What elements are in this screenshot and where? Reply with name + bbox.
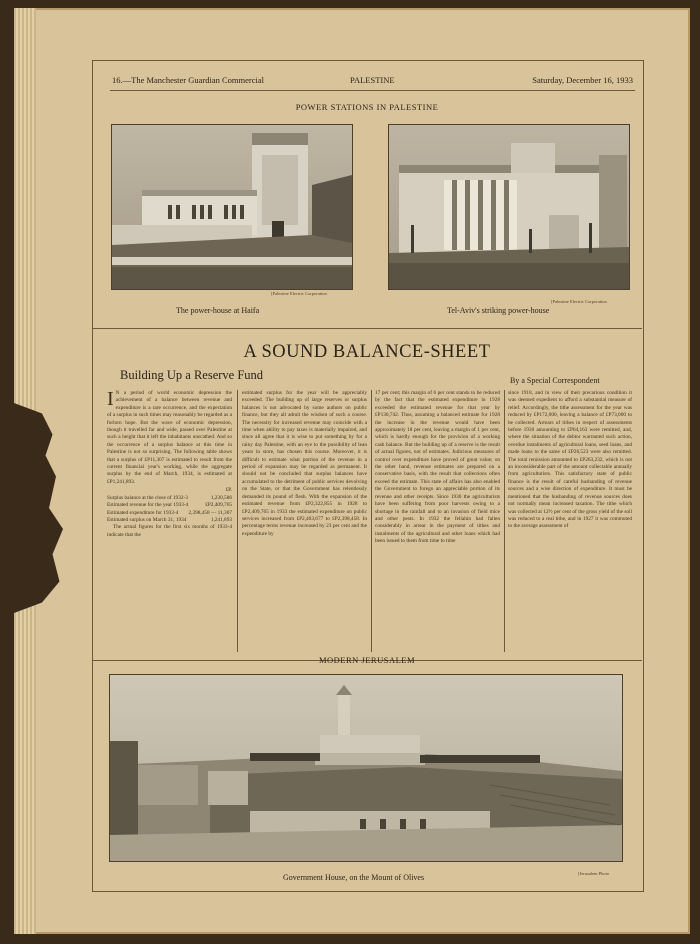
table-value: £P2,409,765 (205, 502, 232, 509)
table-row (107, 502, 232, 509)
table-row (107, 510, 232, 517)
photo-credit-jerusalem: [Jerusalem Photo (578, 871, 610, 876)
section-title-jerusalem: MODERN JERUSALEM (318, 655, 416, 665)
photo-credit-haifa: [Palestine Electric Corporation (271, 291, 327, 296)
column-rule (237, 390, 238, 652)
header-date: Saturday, December 16, 1933 (532, 75, 633, 85)
section-title-power-stations: POWER STATIONS IN PALESTINE (295, 102, 439, 112)
torn-edge (14, 403, 84, 613)
column-4-text: since 1918, and in view of their precarious condition it was deemed expedient to afford a substantial measure of relief. Accordingly, the tithe assessment for the year was reduced by £P172,000, leaving a balance of £P73,000 to be collected. Arrears of tithes in respect of assessments before 1930 amounting to £P64,163 were remitted, and, where the situation of the debtor warranted such action, overdue instalments of agricultural loans, seed loans, and made loans to the same of £P26,523 were also remitted. The total remission amounted to £P263,232, which is not an inconsiderable part of the amount collectable annually from agriculturists. This satisfactory state of public finance is the result of careful husbanding of revenue sources and a wise direction of expenditure. It must be mentioned that the husbanding of revenue sources does not normally mean increased taxation. The tithe which was collected at 12½ per cent of the gross yield of the soil was reduced to a real tithe, and in 1927 it was commuted to the average assessment of (508, 390, 632, 530)
table-value: 1,230,586 (210, 494, 232, 501)
table-value: 2,398,458 — 11,307 (188, 509, 232, 516)
table-label: Estimated surplus on March 31, 1934 (107, 516, 187, 523)
article-column-3 (375, 390, 500, 652)
column-rule (371, 390, 372, 652)
header-section: PALESTINE (350, 75, 395, 85)
article-column-4 (508, 390, 632, 652)
caption-tel-aviv: Tel-Aviv's striking power-house (447, 306, 550, 315)
header-publication: 16.—The Manchester Guardian Commercial (112, 75, 265, 85)
caption-haifa: The power-house at Haifa (176, 306, 260, 315)
column-1-text: N a period of world economic depression the achievement of a balance between revenue and expenditure is a rare occurrence, and the expectation of a surplus in such times may reasonably be regarded as a forlorn hope. But the wave of economic depression, though it travelled far and wide, passed over Palestine at such a height that it left the inhabitants unscathed. And so the occurrence of a surplus balance at this time in Palestine is not so surprising. The following table shows that a surplus of £P11,307 is estimated to result from the current financial year's working, while the aggregate surplus by the end of March, 1934, is estimated at £P1,241,893. (107, 390, 232, 485)
table-label: Surplus balance at the close of 1932-3 (107, 494, 188, 501)
column-2-text: estimated surplus for the year will be appreciably exceeded. The building up of large reserves or surplus balances is not advocated by some authors on public finance, but they all admit the wisdom of such a course. The necessity for increased revenue may coincide with a time when ability to pay taxes is materially impaired, and since all agree that it is wise to put something by for a rainy day Palestine, with an eye to the possibility of lean years in store, has chosen this course. Moreover, it is difficult to estimate what portion of the revenue in a period of expansion may be regarded as permanent. It should not be concluded that surplus balances have accumulated to the detriment of public services devolving on the State, or that the Government has relentlessly demanded its pound of flesh. With the expansion of the estimated revenue from £P2,322,855 in 1928 to £P2,409,765 in 1933 the estimated expenditure on public services increased from £P2,463,677 to £P2,398,458. In percentage terms revenue increased by 23 per cent and the expenditure by (242, 390, 367, 537)
article-column-1 (107, 390, 232, 652)
column-1-after: The actual figures for the first six months of 1933-4 indicate that the (107, 524, 232, 538)
photo-haifa-power-house (111, 124, 353, 290)
divider-top (92, 328, 642, 329)
caption-jerusalem: Government House, on the Mount of Olives (283, 873, 425, 882)
photo-modern-jerusalem (109, 674, 623, 862)
article-subhead: Building Up a Reserve Fund (120, 368, 264, 382)
dropcap: I (107, 390, 114, 410)
photo-credit-tel-aviv: [Palestine Electric Corporation (551, 299, 607, 304)
photo-tel-aviv-power-house (388, 124, 630, 290)
table-row (107, 495, 232, 502)
table-value: 1,241,893 (210, 516, 232, 523)
page-header (110, 72, 635, 91)
column-3-text: 17 per cent; this margin of 6 per cent stands to be reduced by the fact that the estimated expenditure in 1928 exceeded the estimated revenue for that year by £P130,742. Thus, assuming a balanced estimate for 1928 the increase in the revenue would have been approximately 18 per cent, leaving a margin of 1 per cent, which is hardly enough for the provision of a working cash balance. But the building up of a reserve is the result of actual figures, not of estimates. Judicious measures of control over expenditure have proved of great value; on the other hand, revenue estimates are prepared on a conservative basis, with the result that collections often exceed the estimate. This state of affairs has also enabled the Government to forego an appreciable portion of its revenue and other receipts. Since 1930 the agriculturists have been suffering from poor harvests owing to a shortage in the rainfall and to an invasion of field mice and other pests. In 1932 the fellahin had fallen considerably in arrear in the payment of tithes and instalments of the agricultural and other loans which had been issued to them from time to time (375, 390, 500, 545)
article-column-2 (242, 390, 367, 652)
column-rule (504, 390, 505, 652)
table-label: Estimated revenue for the year 1933-4 (107, 502, 189, 509)
table-unit: £P. (225, 487, 232, 494)
article-byline: By a Special Correspondent (510, 376, 600, 385)
table-label: Estimated expenditure for 1933-4 (107, 509, 179, 516)
article-headline: A SOUND BALANCE-SHEET (243, 342, 491, 362)
